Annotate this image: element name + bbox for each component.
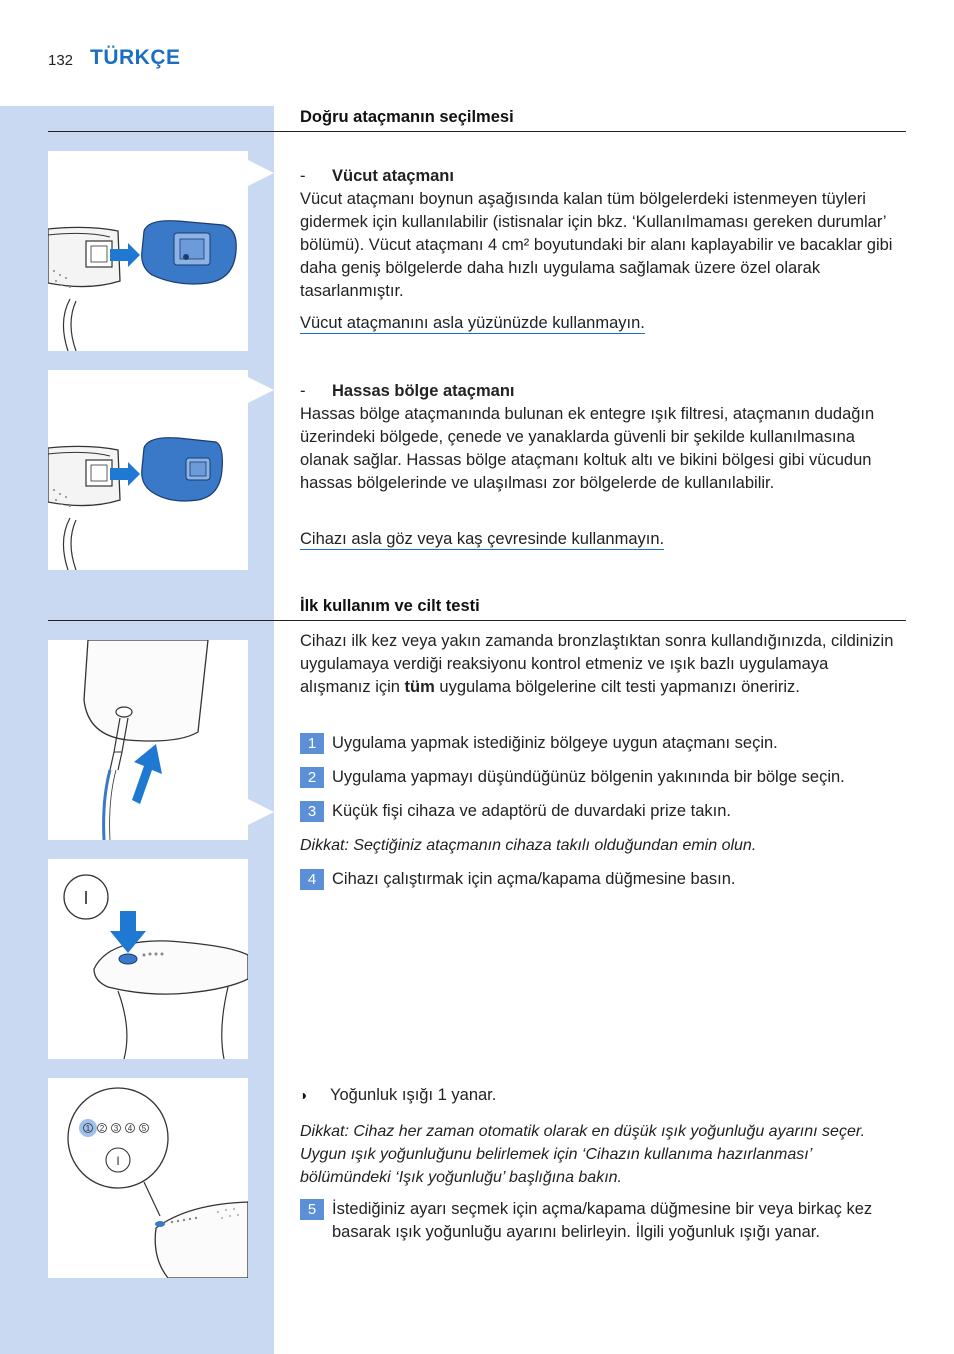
note-intensity-default: Dikkat: Cihaz her zaman otomatik olarak en düşük ışık yoğunluğu ayarını seçer. Uygun ışık yoğunluğunu belirlemek için ‘Cihazın kullanıma hazırlanması’ bölümündeki ‘Işık yoğunluğu’ başlığına bakın. — [300, 1123, 866, 1186]
body-attachment-heading: Vücut ataçmanı — [332, 167, 454, 185]
step-3: 3 Küçük fişi cihaza ve adaptörü de duvardaki prize takın. — [300, 800, 904, 823]
level-1-label: 1 — [85, 1124, 91, 1133]
precision-attachment-text: Hassas bölge ataçmanında bulunan ek entegre ışık filtresi, ataçmanın dudağın üzerindeki bölgede, çenede ve yanaklarda güvenli bir şekilde kullanılmasına olanak sağlar. Hassas bölge ataçmanı koltuk altı ve bikini bölgesi gibi vücudun hassas bölgelerinde ve ulaşılması zor bölgelerde de kullanılabilir. — [300, 405, 875, 492]
pointer-notch — [248, 799, 274, 825]
power-symbol-label: I — [116, 1154, 120, 1168]
step-1: 1 Uygulama yapmak istediğiniz bölgeye uygun ataçmanı seçin. — [300, 732, 904, 755]
pointer-notch — [248, 377, 274, 403]
level-3-label: 3 — [113, 1124, 119, 1133]
page-number: 132 — [48, 52, 74, 69]
body-attachment-text: Vücut ataçmanı boynun aşağısında kalan tüm bölgelerdeki istenmeyen tüyleri gidermek için kullanılabilir (istisnalar için bkz. ‘Kullanılmaması gereken durumlar’ bölümü). Vücut ataçmanı 4 cm² boyutundaki bir alanı kaplayabilir ve bacaklar gibi daha geniş bölgelerde daha hızlı uygulama sağlamak üzere özel olarak tasarlanmıştır. — [300, 190, 893, 300]
illustration-body-attachment — [48, 151, 248, 351]
note-attachment-check: Dikkat: Seçtiğiniz ataçmanın cihaza takılı olduğundan emin olun. — [300, 837, 757, 854]
precision-attachment-warning: Cihazı asla göz veya kaş çevresinde kullanmayın. — [300, 530, 665, 548]
step-number: 4 — [300, 869, 324, 890]
first-use-intro: Cihazı ilk kez veya yakın zamanda bronzlaştıktan sonra kullandığınızda, cildinizin uygulamaya verdiği reaksiyonu kontrol etmeniz ve ışık bazlı uygulamaya alışmanız için tüm uygulama bölgelerine cilt testi yapmanızı öneririz. — [300, 632, 894, 696]
body-attachment-block: - Vücut ataçmanı Vücut ataçmanı boynun aşağısında kalan tüm bölgelerdeki istenmeyen tüyleri gidermek için kullanılabilir (istisnalar için bkz. ‘Kullanılmaması gereken durumlar’ bölümü). Vücut ataçmanı 4 cm² boyutundaki bir alanı kaplayabilir ve bacaklar gibi daha geniş bölgelerde daha hızlı uygulama sağlamak üzere özel olarak tasarlanmıştır. — [300, 165, 902, 303]
step-2: 2 Uygulama yapmayı düşündüğünüz bölgenin yakınında bir bölge seçin. — [300, 766, 904, 789]
intensity-lights-icon — [48, 1078, 248, 1278]
level-2-label: 2 — [99, 1124, 105, 1133]
precision-attachment-block: - Hassas bölge ataçmanı Hassas bölge ataçmanında bulunan ek entegre ışık filtresi, ataçmanın dudağın üzerindeki bölgede, çenede ve yanaklarda güvenli bir şekilde kullanılmasına olanak sağlar. Hassas bölge ataçmanı koltuk altı ve bikini bölgesi gibi vücudun hassas bölgelerinde ve ulaşılması zor bölgelerde de kullanılabilir. — [300, 380, 902, 495]
step-number: 5 — [300, 1199, 324, 1220]
section-rule — [48, 620, 906, 621]
illustration-intensity-lights — [48, 1078, 248, 1278]
illustration-plug-in — [48, 640, 248, 840]
level-5-label: 5 — [141, 1124, 147, 1133]
result-intensity-light: ◗ Yoğunluk ışığı 1 yanar. — [300, 1084, 902, 1107]
section-rule — [48, 131, 906, 132]
power-press-icon — [48, 859, 248, 1059]
level-4-label: 4 — [127, 1124, 133, 1133]
language-heading: TÜRKÇE — [90, 46, 181, 69]
precision-attachment-heading: Hassas bölge ataçmanı — [332, 382, 515, 400]
illustration-power-button — [48, 859, 248, 1059]
section-title-attachment: Doğru ataçmanın seçilmesi — [300, 108, 514, 126]
step-number: 1 — [300, 733, 324, 754]
result-arrow-icon: ◗ — [300, 1087, 309, 1103]
device-attach-icon — [48, 151, 248, 351]
illustration-precision-attachment — [48, 370, 248, 570]
device-attach-icon — [48, 370, 248, 570]
pointer-notch — [248, 160, 274, 186]
step-number: 3 — [300, 801, 324, 822]
body-attachment-warning: Vücut ataçmanını asla yüzünüzde kullanmayın. — [300, 314, 645, 332]
step-5: 5 İstediğiniz ayarı seçmek için açma/kapama düğmesine bir veya birkaç kez basarak ışık yoğunluğu ayarını belirleyin. İlgili yoğunluk ışığı yanar. — [300, 1198, 904, 1244]
section-title-first-use: İlk kullanım ve cilt testi — [300, 597, 480, 615]
plug-icon — [48, 640, 248, 840]
power-symbol-label: I — [83, 888, 89, 908]
step-number: 2 — [300, 767, 324, 788]
step-4: 4 Cihazı çalıştırmak için açma/kapama düğmesine basın. — [300, 868, 904, 891]
